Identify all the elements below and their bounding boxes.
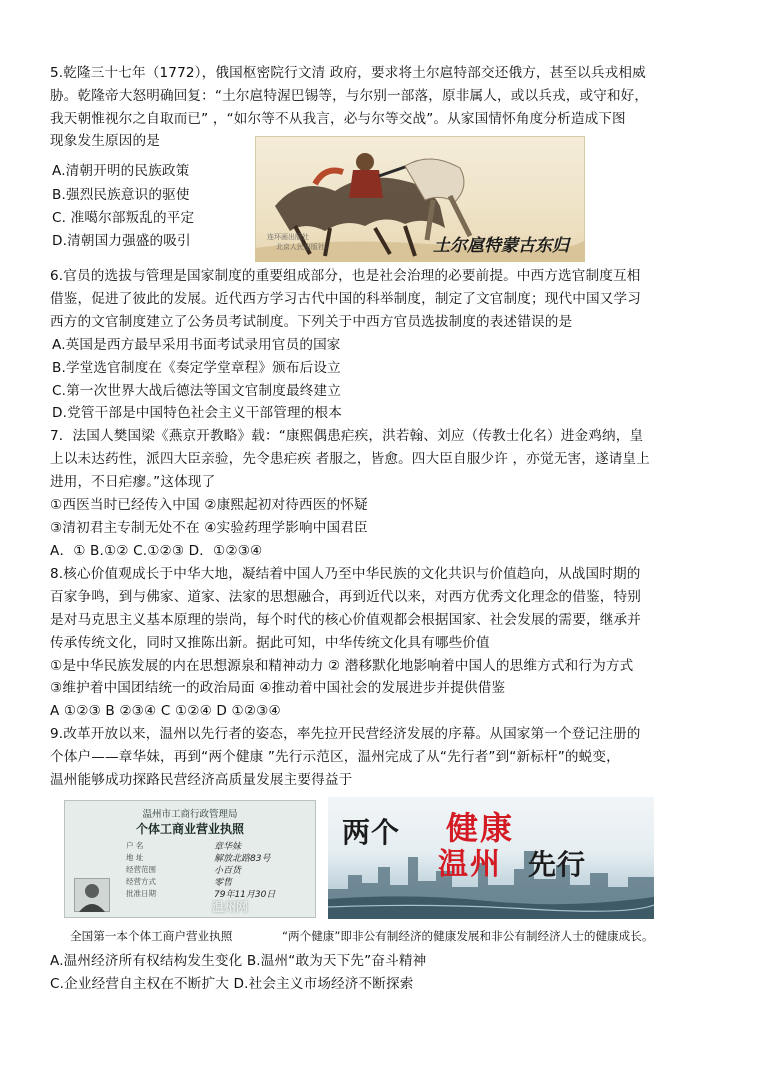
q5-line-4: 现象发生原因的是 [50,133,160,149]
poster-word-wenzhou: 温州 [438,847,502,882]
license-watermark: 温州网 [212,900,249,914]
q8-line-1: 8.核心价值观成长于中华大地，凝结着中国人乃至中华民族的文化共识与价值趋向，从战国时期的 [50,566,641,582]
license-value-name: 章华妹 [214,842,242,852]
q9-line-3: 温州能够成功探路民营经济高质量发展主要得益于 [50,772,353,788]
business-license-photo [64,800,316,918]
q6-option-c: C.第一次世界大战后德法等国文官制度最终建立 [52,383,341,399]
license-label-date: 批准日期 [126,889,156,898]
q9-line-1: 9.改革开放以来，温州以先行者的姿态，率先拉开民营经济发展的序幕。从国家第一个登记注册的 [50,726,641,742]
torghut-return-painting [255,136,585,262]
poster-caption: “两个健康”即非公有制经济的健康发展和非公有制经济人士的健康成长。 [282,929,654,943]
portrait-photo [74,878,110,912]
q8-line-4: 传承传统文化，同时又推陈出新。据此可知，中华传统文化具有哪些价值 [50,635,490,651]
portrait-icon [74,878,110,912]
q6-line-2: 借鉴，促进了彼此的发展。近代西方学习古代中国的科举制度，制定了文官制度；现代中国又学习 [50,291,641,307]
q7-statements-2: ③清初君主专制无处不在 ④实验药理学影响中国君臣 [50,520,368,536]
q5-line-2: 胁。乾隆帝大怒明确回复：“土尔扈特渥巴锡等，与尔别一部落，原非属人，或以兵戎，或守和好， [50,88,649,104]
license-label-address: 地 址 [126,853,144,862]
poster-word-xianxing: 先行 [528,848,587,881]
q7-line-3: 进用，不日疟瘳。”这体现了 [50,474,216,490]
two-healths-poster [328,797,654,919]
q9-line-2: 个体户——章华妹，再到“两个健康 ”先行示范区，温州完成了从“先行者”到“新标杆”的蜕变， [50,749,620,765]
q8-statements-2: ③维护着中国团结统一的政治局面 ④推动着中国社会的发展进步并提供借鉴 [50,680,506,696]
q6-option-d: D.党管干部是中国特色社会主义干部管理的根本 [52,405,342,421]
q5-line-3: 我天朝惟视尔之自取而已” ，“如尔等不从我言，必与尔等交战”。从家国情怀角度分析造成下图 [50,111,626,127]
license-value-address: 解放北路83号 [214,854,271,864]
q7-choices: A．① B.①② C.①②③ D．①②③④ [50,543,263,559]
license-label-mode: 经营方式 [126,877,156,886]
q7-line-2: 上以未达药性，派四大臣亲验，先令患疟疾 者服之，皆愈。四大臣自服少许 ，亦觉无害，遂请皇上 [50,451,650,467]
q7-statements-1: ①西医当时已经传入中国 ②康熙起初对待西医的怀疑 [50,497,368,513]
license-issuer: 温州市工商行政管理局 [142,809,238,820]
q5-option-a: A.清朝开明的民族政策 [52,163,190,179]
q9-options-ab: A.温州经济所有权结构发生变化 B.温州“敢为天下先”奋斗精神 [50,953,427,969]
license-value-date: 79年11月30日 [214,890,276,900]
painting-publisher-text: 连环画出版社 北京人民出版社 [267,233,325,251]
q8-statements-1: ①是中华民族发展的内在思想源泉和精神动力 ② 潜移默化地影响着中国人的思维方式和行为方式 [50,658,634,674]
q8-line-3: 是对马克思主义基本原理的崇尚，每个时代的核心价值观都会根据国家、社会发展的需要，继承并 [50,612,641,628]
poster-word-jiankang: 健康 [446,809,515,847]
license-value-scope: 小百货 [214,866,242,876]
license-title: 个体工商业营业执照 [135,822,244,836]
license-label-scope: 经营范围 [126,865,156,874]
painting-title: 土尔扈特蒙古东归 [433,236,569,256]
q6-option-a: A.英国是西方最早采用书面考试录用官员的国家 [52,337,341,353]
q6-line-1: 6.官员的选拔与管理是国家制度的重要组成部分，也是社会治理的必要前提。中西方选官制度互相 [50,268,641,284]
q5-option-d: D.清朝国力强盛的吸引 [52,233,191,249]
license-value-mode: 零售 [214,878,233,888]
q8-line-2: 百家争鸣，到与佛家、道家、法家的思想融合，再到近代以来，对西方优秀文化理念的借鉴，特别 [50,589,641,605]
q5-line-1: 5.乾隆三十七年（1772），俄国枢密院行文清 政府，要求将土尔扈特部交还俄方，甚至以兵戎相威 [50,65,646,81]
q5-option-c: C. 准噶尔部叛乱的平定 [52,210,195,226]
q6-line-3: 西方的文官制度建立了公务员考试制度。下列关于中西方官员选拔制度的表述错误的是 [50,314,573,330]
q9-options-cd: C.企业经营自主权在不断扩大 D.社会主义市场经济不断探索 [50,976,414,992]
q6-option-b: B.学堂选官制度在《奏定学堂章程》颁布后设立 [52,360,341,376]
poster-word-liangge: 两个 [342,816,401,849]
license-label-name: 户 名 [126,841,144,850]
q8-choices: A ①②③ B ②③④ C ①②④ D ①②③④ [50,703,281,719]
q5-option-b: B.强烈民族意识的驱使 [52,187,190,203]
q7-line-1: 7．法国人樊国梁《燕京开教略》载：“康熙偶患疟疾，洪若翰、刘应（传教士化名）进金鸡纳，皇 [50,428,644,444]
license-caption: 全国第一本个体工商户营业执照 [70,929,233,943]
